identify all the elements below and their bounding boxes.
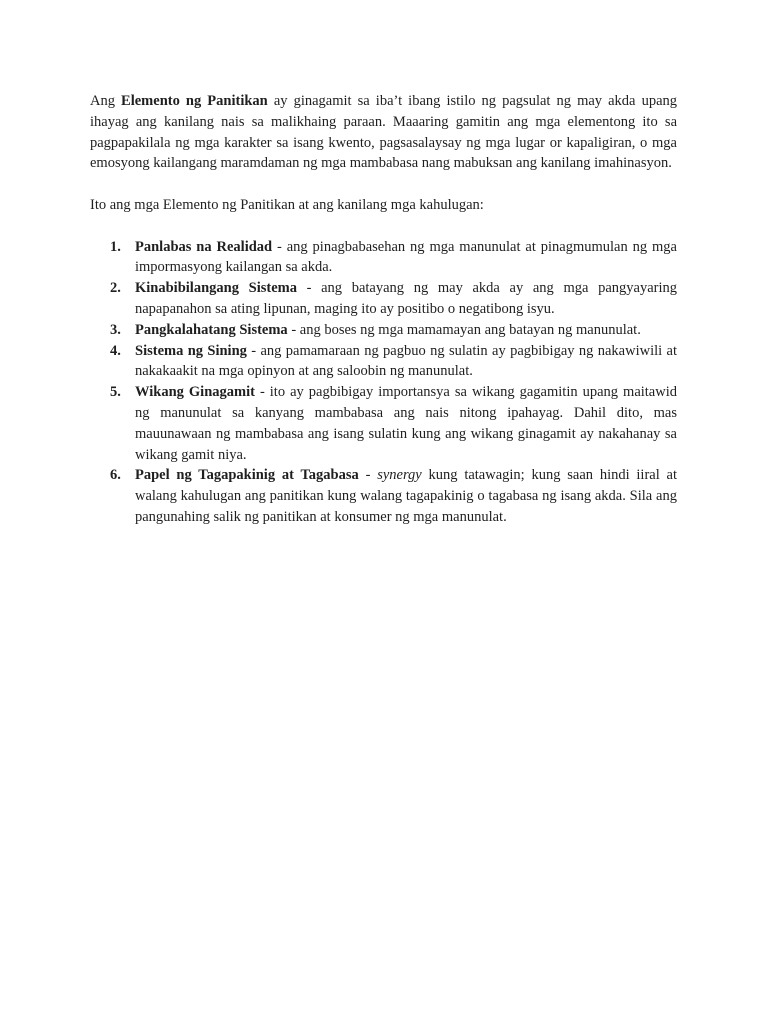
item-description-prefix: - xyxy=(358,467,378,484)
list-item xyxy=(90,382,677,465)
item-number: 1. xyxy=(110,238,121,255)
intro-bold-term: Elemento ng Panitikan xyxy=(121,93,268,109)
item-term: Papel ng Tagapakinig at Tagabasa xyxy=(135,467,359,484)
item-number: 4. xyxy=(110,342,121,359)
item-term: Sistema ng Sining xyxy=(135,342,247,359)
intro-text: ay ginagamit sa iba’t ibang istilo ng pagsulat ng may akda upang ihayag ang kanilang nais sa malikhaing paraan. Maaaring gamitin ang mga elementong ito sa pagpapakilala ng mga karakter sa isang kwento, pagsasalaysay ng mga lugar or kapaligiran, o mga emosyong kailangang maramdaman ng mga mambabasa nang mabuksan ang kanilang imahinasyon. xyxy=(90,93,677,172)
intro-prefix: Ang xyxy=(90,93,122,109)
item-italic-term: synergy xyxy=(377,467,422,484)
item-number: 5. xyxy=(110,384,121,401)
item-term: Panlabas na Realidad xyxy=(135,238,273,255)
item-description: - ang pamamaraan ng pagbuo ng sulatin ay pagbibigay ng nakawiwili at nakakaakit na mga opinyon at ang saloobin ng manunulat. xyxy=(135,342,677,380)
item-description: kung tatawagin; kung saan hindi iiral at walang kahulugan ang panitikan kung walang tagapakinig o tagabasa ng isang akda. Sila ang pangunahing salik ng panitikan at konsumer ng mga manunulat. xyxy=(135,467,677,525)
item-description: - ang batayang ng may akda ay ang mga pangyayaring napapanahon sa ating lipunan, maging ito ay positibo o negatibong isyu. xyxy=(135,280,677,317)
item-term: Pangkalahatang Sistema xyxy=(135,321,288,338)
item-term: Kinabibilangang Sistema xyxy=(135,280,297,297)
list-item xyxy=(90,237,677,279)
intro-paragraph xyxy=(90,91,677,174)
item-number: 2. xyxy=(110,280,121,297)
item-term: Wikang Ginagamit xyxy=(135,384,255,401)
item-number: 3. xyxy=(110,321,121,338)
document-page xyxy=(90,91,677,528)
item-number: 6. xyxy=(110,467,121,484)
item-description: - ang pinagbabasehan ng mga manunulat at pinagmumulan ng mga impormasyong kailangan sa akda. xyxy=(135,238,677,276)
list-item xyxy=(90,320,677,341)
list-item xyxy=(90,278,677,320)
lead-sentence: Ito ang mga Elemento ng Panitikan at ang kanilang mga kahulugan: xyxy=(90,196,484,213)
list-item xyxy=(90,341,677,383)
item-description: - ito ay pagbibigay importansya sa wikang gagamitin upang maitawid ng manunulat sa kanyang mambabasa ang nais nitong ipahayag. Dahil dito, mas mauunawaan ng mambabasa ang isang sulatin kung ang wikang ginagamit ay nakahanay sa wikang gamit niya. xyxy=(135,384,677,463)
list-item xyxy=(90,465,677,527)
item-description: - ang boses ng mga mamamayan ang batayan ng manunulat. xyxy=(287,321,641,338)
elements-list xyxy=(90,237,677,528)
